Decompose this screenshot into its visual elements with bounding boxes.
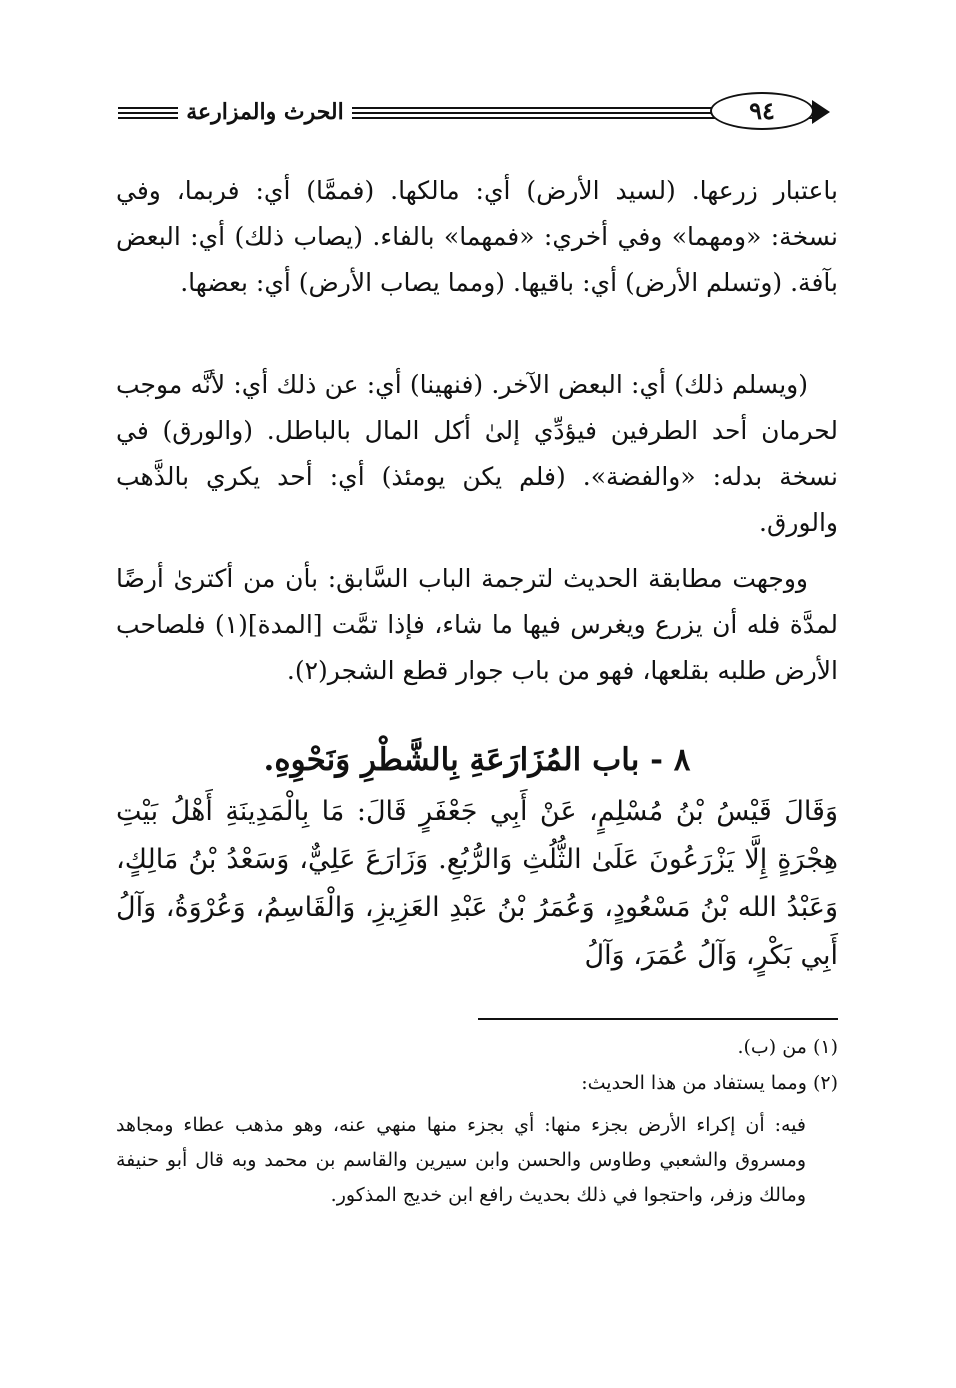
commentary-text: ووجهت مطابقة الحديث لترجمة الباب السَّابق: بأن من أكترىٰ أرضًا لمدَّة فله أن يزرع ويغرس فيها ما شاء، فإذا تمَّت [المدة](١) فلصاحب الأرض طلبه بقلعها، فهو من باب جوار قطع الشجر(٢). [116,564,838,685]
commentary-paragraph [116,556,838,694]
commentary-paragraph [116,362,838,546]
header-rule [118,107,178,109]
commentary-text: باعتبار زرعها. (لسيد الأرض) أي: مالكها. (فممَّا) أي: فربما، وفي نسخة: «ومهما» وفي أخري: «فمهما» بالفاء. (يصاب ذلك) أي: البعض بآفة. (وتسلم الأرض) أي: باقيها. (ومما يصاب الأرض) أي: بعضها. [116,176,838,297]
footnote-1: (١) من (ب). [737,1036,838,1058]
running-title: الحرث والمزارعة [186,99,344,125]
page-number: ٩٤ [749,96,775,125]
commentary-text: (ويسلم ذلك) أي: البعض الآخر. (فنهينا) أي: عن ذلك أي: لأنَّه موجب لحرمان أحد الطرفين فيؤدِّي إلىٰ أكل المال بالباطل. (والورق) في نسخة بدله: «والفضة». (فلم يكن يومئذ) أي: أحد يكري بالذَّهب والورق. [116,370,838,537]
commentary-paragraph [116,168,838,306]
page-header [118,86,836,138]
footnote-separator [478,1018,838,1020]
footnote-2: (٢) ومما يستفاد من هذا الحديث: [581,1072,838,1094]
footnote-2-detail: فيه: أن إكراء الأرض بجزء منها: أي بجزء منها منهي عنه، وهو مذهب عطاء ومجاهد ومسروق والشعبي وطاوس والحسن وابن سيرين والقاسم بن محمد وبه قال أبو حنيفة ومالك وزفر، واحتجوا في ذلك بحديث رافع ابن خديج المذكور. [116,1114,806,1206]
header-rule [118,112,178,114]
page-number-badge [710,92,814,130]
header-rule [118,117,178,119]
hadith-text: وَقَالَ قَيْسُ بْنُ مُسْلِمٍ، عَنْ أَبِي جَعْفَرٍ قَالَ: مَا بِالْمَدِينَةِ أَهْلُ بَيْتِ هِجْرَةٍ إِلَّا يَزْرَعُونَ عَلَىٰ الثُّلُثِ وَالرُّبُعِ. وَزَارَعَ عَلِيٌّ، وَسَعْدُ بْنُ مَالِكٍ، وَعَبْدُ الله بْنُ مَسْعُودٍ، وَعُمَرُ بْنُ عَبْدِ العَزِيزِ، وَالْقَاسِمُ، وَعُرْوَةُ، وَآلُ أَبِي بَكْرٍ، وَآلُ عُمَرَ، وَآلُ [116,796,838,971]
chapter-heading: ٨ - باب المُزَارَعَةِ بِالشَّطْرِ وَنَحْوِهِ. [263,742,691,778]
badge-arrow-icon [812,100,830,124]
